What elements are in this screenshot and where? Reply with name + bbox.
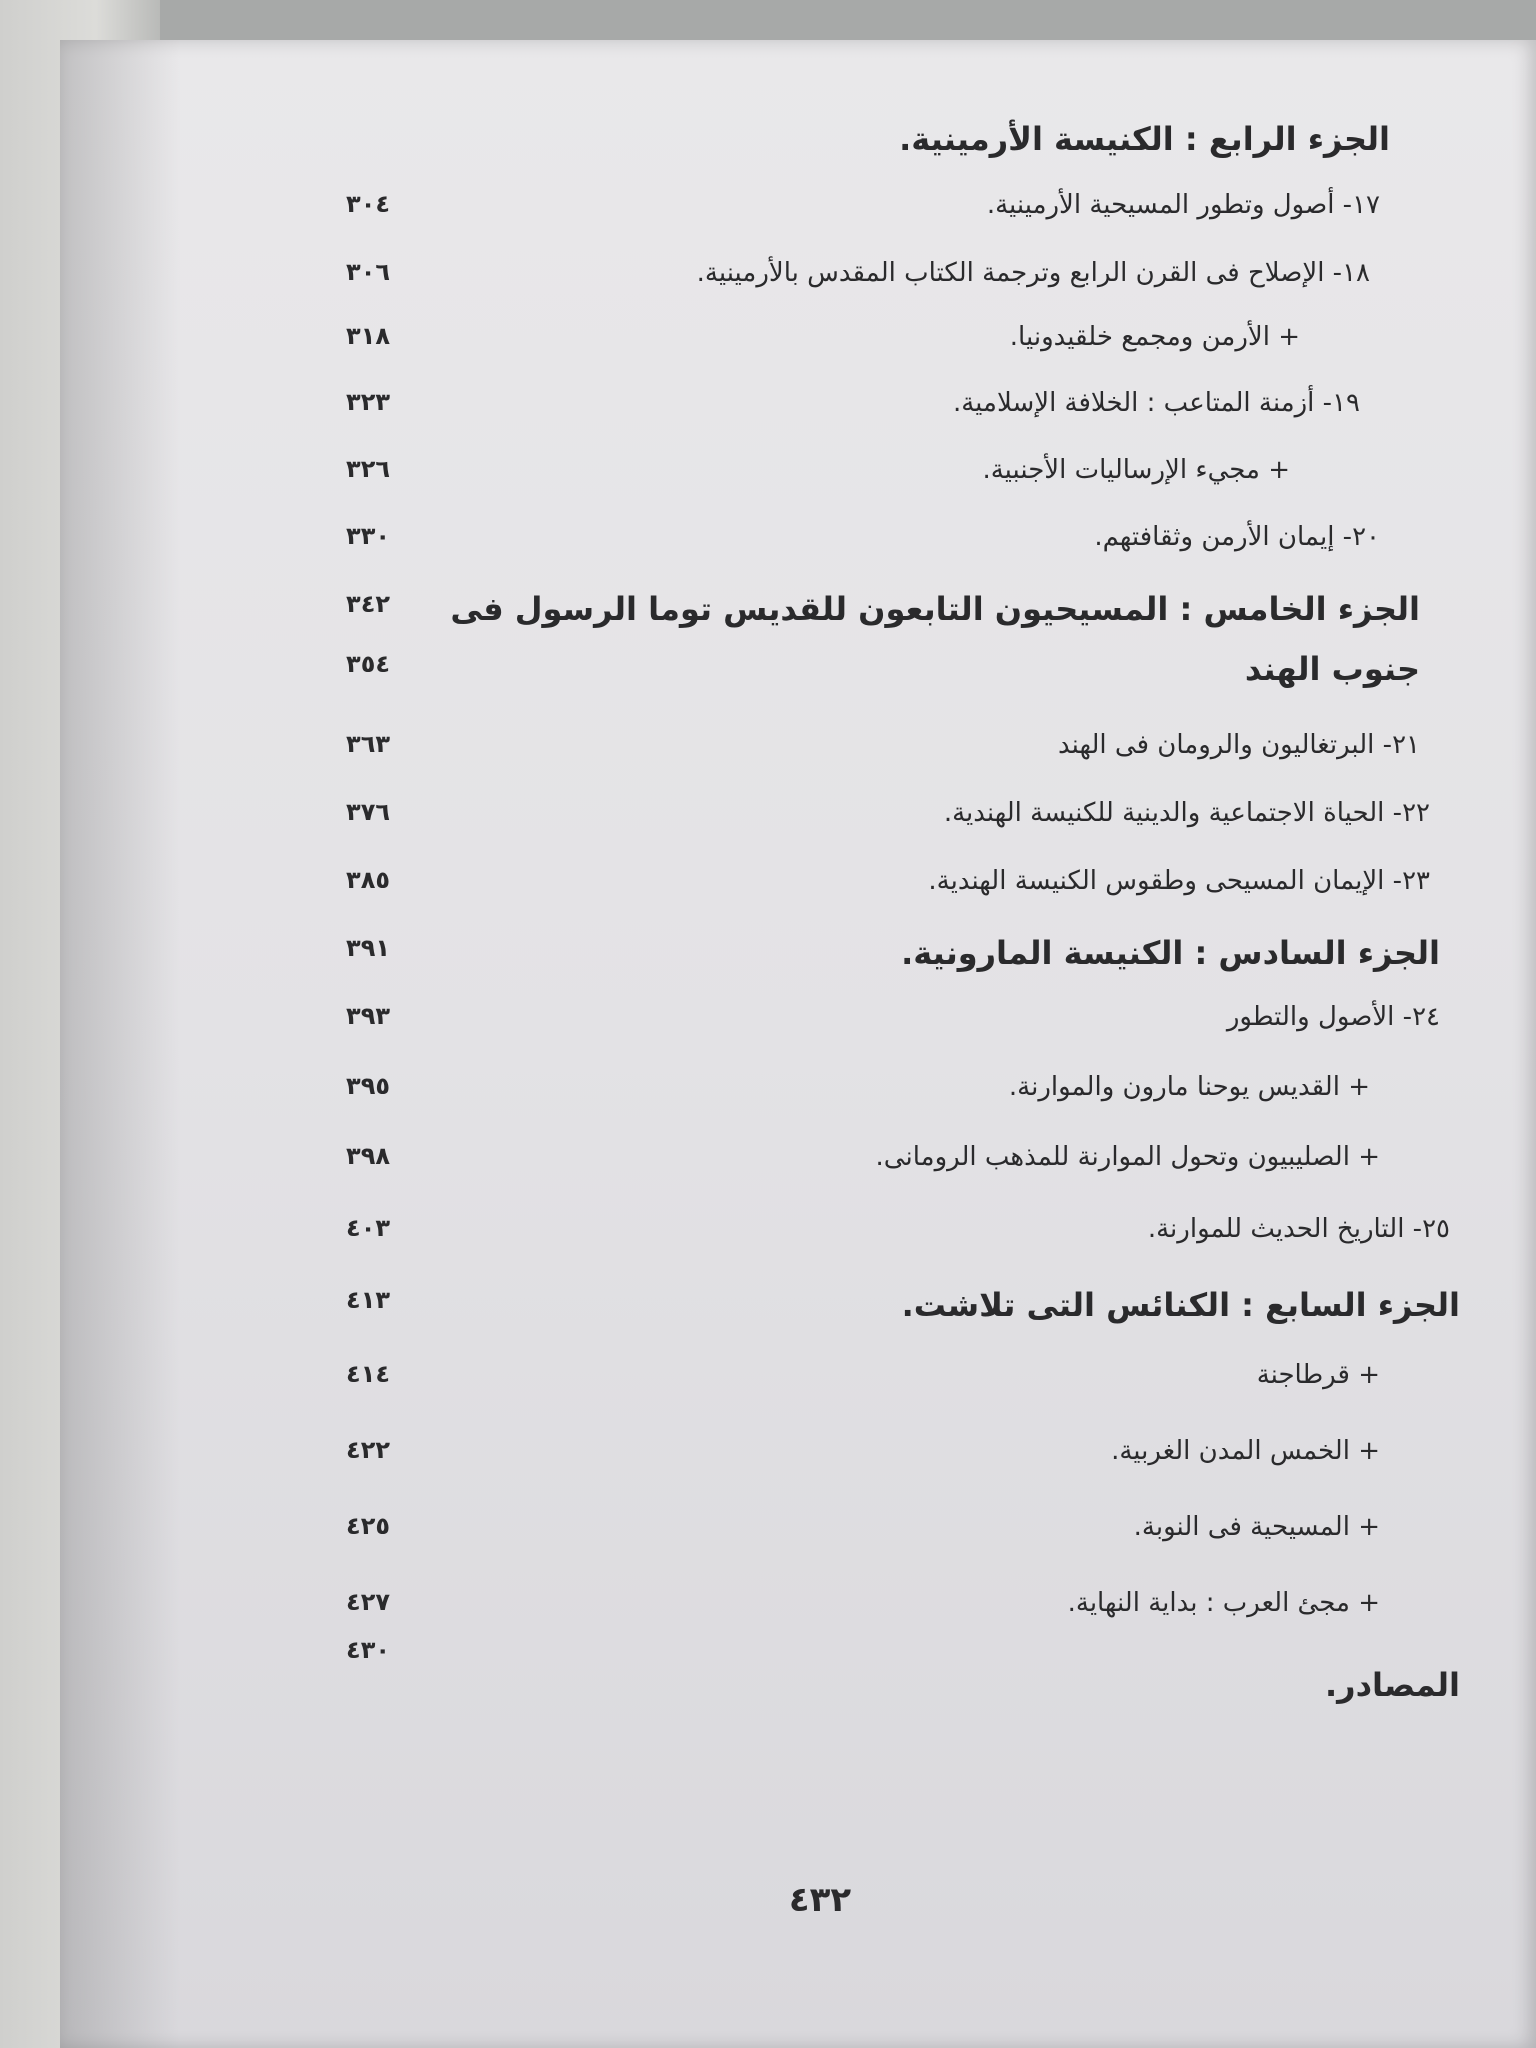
toc-subentry (280, 1360, 1460, 1420)
toc-page-number: ٣٠٦ (346, 258, 390, 286)
toc-chapter-21 (280, 730, 1460, 790)
toc-page-number: ٣٣٠ (346, 522, 390, 550)
toc-chapter-17 (280, 190, 1460, 250)
toc-chapter-20 (280, 522, 1460, 582)
toc-page-number: ٣٨٥ (346, 866, 390, 894)
toc-entry-text: + مجئ العرب : بداية النهاية. (1067, 1588, 1380, 1618)
toc-page-number: ٤١٤ (346, 1360, 390, 1388)
toc-subentry (280, 1588, 1460, 1648)
toc-page-number: ٣٧٦ (346, 798, 390, 826)
toc-entry-text: الجزء السابع : الكنائس التى تلاشت. (901, 1286, 1460, 1324)
toc-subentry (280, 322, 1460, 382)
toc-part-5-heading-cont (280, 650, 1460, 710)
toc-entry-text: ٢٠- إيمان الأرمن وثقافتهم. (1094, 522, 1380, 552)
toc-part-7-heading (280, 1286, 1460, 1346)
page-folio-number: ٤٣٢ (788, 1880, 852, 1920)
toc-chapter-22 (280, 798, 1460, 858)
toc-part-4-heading (280, 120, 1460, 180)
toc-page-number: ٤٣٠ (346, 1636, 390, 1664)
toc-entry-text: ٢١- البرتغاليون والرومان فى الهند (1058, 730, 1420, 760)
toc-page-number: ٣٩٨ (346, 1142, 390, 1170)
toc-subentry (280, 1436, 1460, 1496)
gutter-shadow (60, 40, 180, 2048)
toc-page-number: ٤٢٢ (346, 1436, 390, 1464)
toc-page-number: ٣٩١ (346, 934, 390, 962)
toc-sources-heading (280, 1636, 1460, 1726)
toc-page-number: ٤٢٧ (346, 1588, 390, 1616)
toc-entry-text: ٢٥- التاريخ الحديث للموارنة. (1147, 1214, 1450, 1244)
toc-entry-text: + الأرمن ومجمع خلقيدونيا. (1009, 322, 1300, 352)
toc-chapter-25 (280, 1214, 1460, 1274)
toc-page-number: ٣٥٤ (346, 650, 390, 678)
table-of-contents (280, 110, 1460, 1810)
toc-entry-text: جنوب الهند (1244, 650, 1420, 688)
toc-entry-text: + القديس يوحنا مارون والموارنة. (1008, 1072, 1370, 1102)
toc-part-6-heading (280, 934, 1460, 994)
toc-page-number: ٣٢٣ (346, 388, 390, 416)
toc-page-number: ٣٩٥ (346, 1072, 390, 1100)
toc-entry-text: المصادر. (1325, 1666, 1460, 1704)
toc-entry-text: ١٧- أصول وتطور المسيحية الأرمينية. (986, 190, 1380, 220)
toc-entry-text: + مجيء الإرساليات الأجنبية. (982, 455, 1290, 485)
toc-page-number: ٣٦٣ (346, 730, 390, 758)
toc-page-number: ٣٢٦ (346, 455, 390, 483)
toc-chapter-23 (280, 866, 1460, 926)
toc-chapter-24 (280, 1002, 1460, 1062)
toc-entry-text: ٢٤- الأصول والتطور (1226, 1002, 1440, 1032)
toc-subentry (280, 455, 1460, 515)
toc-chapter-19 (280, 388, 1460, 448)
toc-subentry (280, 1512, 1460, 1572)
toc-entry-text: الجزء الخامس : المسيحيون التابعون للقديس توما الرسول فى (450, 590, 1420, 628)
toc-entry-text: الجزء السادس : الكنيسة المارونية. (901, 934, 1440, 972)
toc-page-number: ٤١٣ (346, 1286, 390, 1314)
toc-page-number: ٣٩٣ (346, 1002, 390, 1030)
toc-entry-text: ٢٢- الحياة الاجتماعية والدينية للكنيسة الهندية. (943, 798, 1430, 828)
toc-entry-text: ١٨- الإصلاح فى القرن الرابع وترجمة الكتاب المقدس بالأرمينية. (696, 258, 1370, 288)
toc-entry-text: + المسيحية فى النوبة. (1133, 1512, 1380, 1542)
toc-entry-text: + الصليبيون وتحول الموارنة للمذهب الرومانى. (875, 1142, 1380, 1172)
toc-entry-text: + الخمس المدن الغربية. (1111, 1436, 1380, 1466)
toc-entry-text: ١٩- أزمنة المتاعب : الخلافة الإسلامية. (952, 388, 1360, 418)
toc-entry-text: الجزء الرابع : الكنيسة الأرمينية. (899, 120, 1390, 158)
toc-chapter-18 (280, 258, 1460, 318)
toc-page-number: ٣١٨ (346, 322, 390, 350)
toc-page-number: ٣٤٢ (346, 590, 390, 618)
toc-entry-text: + قرطاجنة (1256, 1360, 1380, 1390)
toc-subentry (280, 1072, 1460, 1132)
toc-page-number: ٤٠٣ (346, 1214, 390, 1242)
toc-subentry (280, 1142, 1460, 1202)
toc-entry-text: ٢٣- الإيمان المسيحى وطقوس الكنيسة الهندية. (928, 866, 1430, 896)
toc-part-5-heading (280, 590, 1460, 650)
toc-page-number: ٣٠٤ (346, 190, 390, 218)
toc-page-number: ٤٢٥ (346, 1512, 390, 1540)
